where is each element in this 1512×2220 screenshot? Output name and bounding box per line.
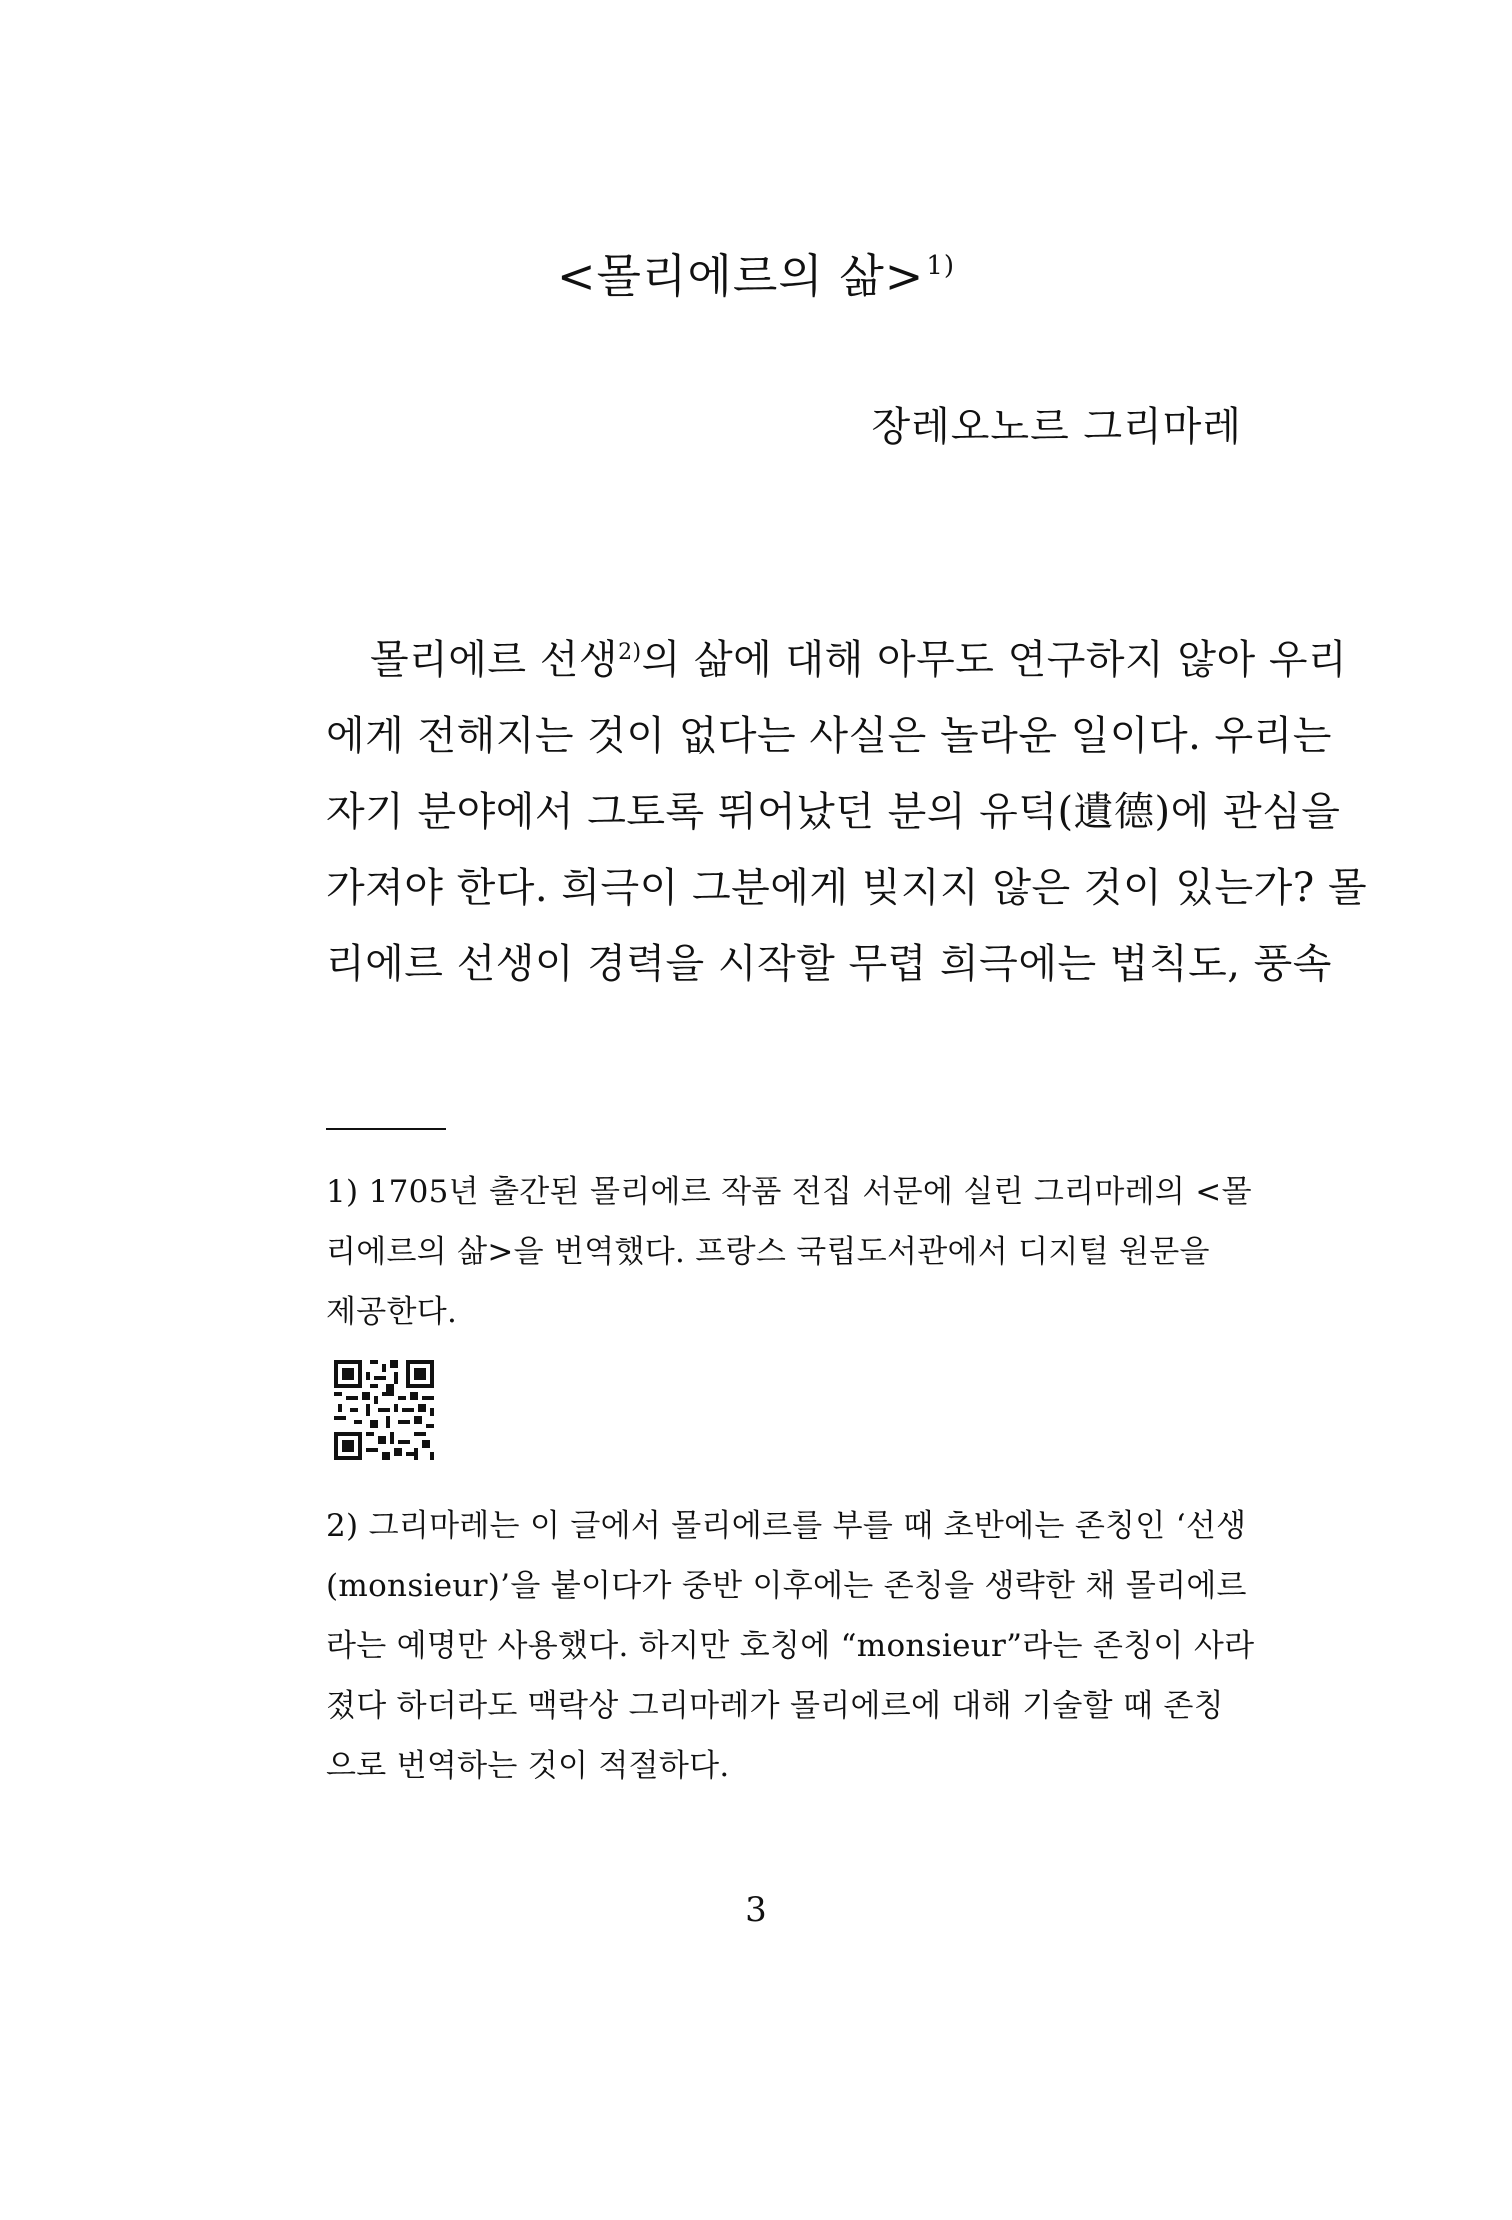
page-number: 3	[745, 1890, 767, 1930]
footnote-separator	[326, 1128, 446, 1130]
body-line-4: 가져야 한다. 희극이 그분에게 빚지지 않은 것이 있는가? 몰	[326, 865, 1368, 911]
title-footnote-ref: 1)	[926, 251, 955, 281]
qr-code-icon[interactable]	[334, 1360, 434, 1460]
body-line-1	[370, 628, 1348, 685]
title-text: <몰리에르의 삶>	[556, 249, 925, 303]
body-text: 몰리에르 선생	[370, 637, 619, 683]
author-name: 장레오노르 그리마레	[871, 404, 1242, 450]
body-text: 의 삶에 대해 아무도 연구하지 않아 우리	[641, 637, 1348, 683]
footnote-ref-2: 2)	[618, 640, 642, 665]
body-line-2: 에게 전해지는 것이 없다는 사실은 놀라운 일이다. 우리는	[326, 713, 1332, 759]
page-title	[0, 240, 1512, 306]
body-line-5: 리에르 선생이 경력을 시작할 무렵 희극에는 법칙도, 풍속	[326, 941, 1332, 987]
footnote-2-line-2: (monsieur)’을 붙이다가 중반 이후에는 존칭을 생략한 채 몰리에르	[326, 1568, 1247, 1604]
footnote-2-line-4: 졌다 하더라도 맥락상 그리마레가 몰리에르에 대해 기술할 때 존칭	[326, 1688, 1224, 1724]
footnote-1-line-2: 리에르의 삶>을 번역했다. 프랑스 국립도서관에서 디지털 원문을	[326, 1234, 1210, 1270]
footnote-2-line-3: 라는 예명만 사용했다. 하지만 호칭에 “monsieur”라는 존칭이 사라	[326, 1628, 1255, 1664]
footnote-1-line-1: 1) 1705년 출간된 몰리에르 작품 전집 서문에 실린 그리마레의 <몰	[326, 1174, 1252, 1210]
footnote-1-line-3: 제공한다.	[326, 1294, 458, 1330]
body-line-3: 자기 분야에서 그토록 뛰어났던 분의 유덕(遺德)에 관심을	[326, 789, 1341, 835]
footnote-2-line-5: 으로 번역하는 것이 적절하다.	[326, 1748, 730, 1784]
footnote-2-line-1: 2) 그리마레는 이 글에서 몰리에르를 부를 때 초반에는 존칭인 ‘선생	[326, 1508, 1247, 1544]
